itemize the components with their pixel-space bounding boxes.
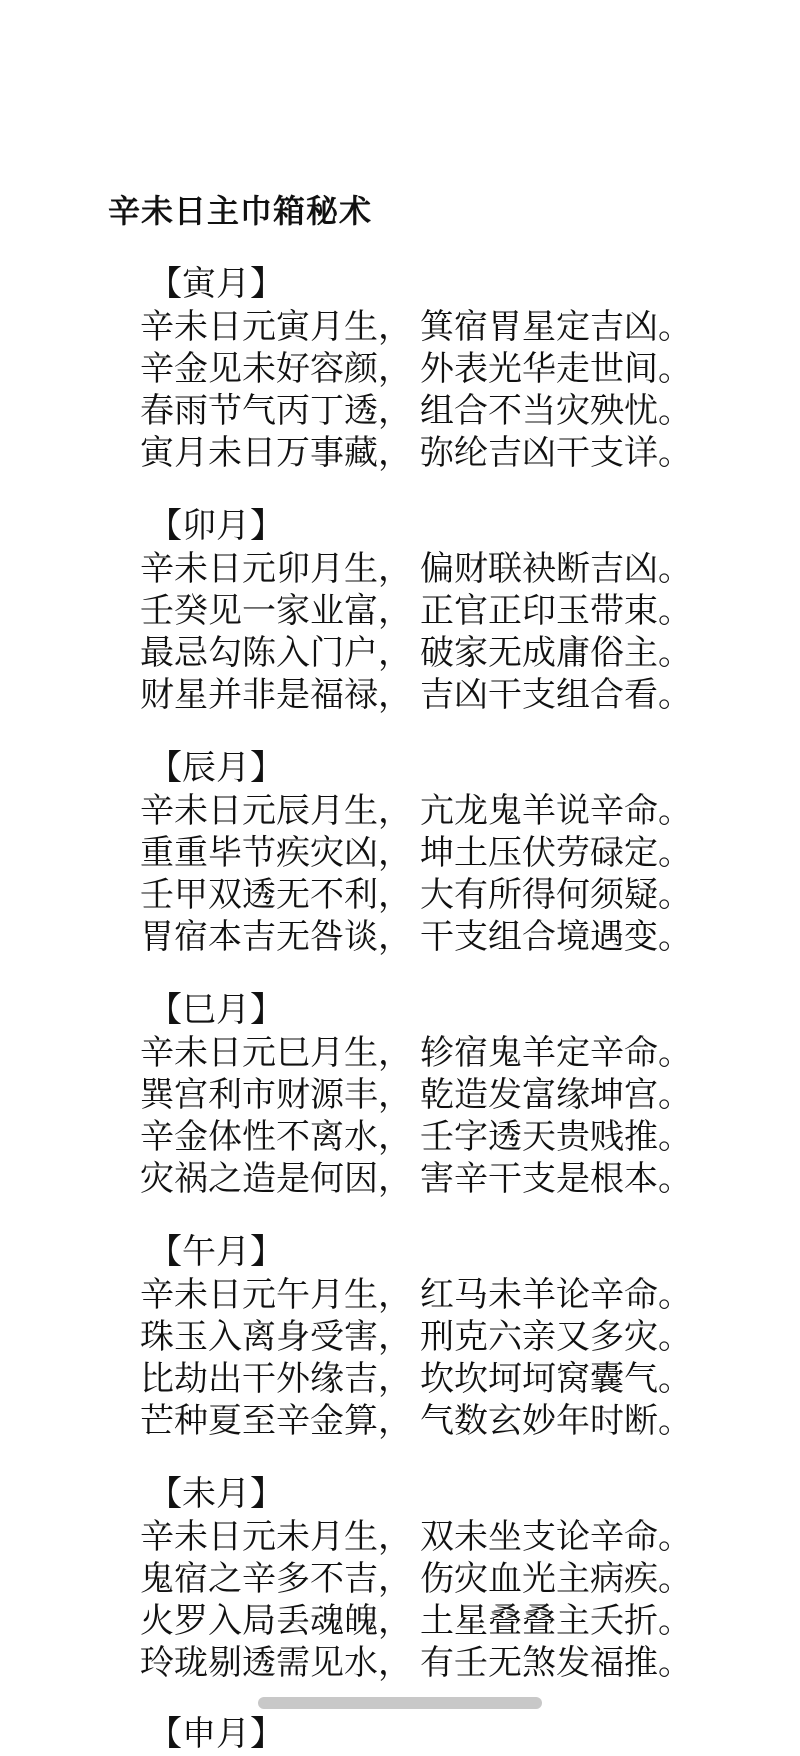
- verse-second-half: 伤灾血光主病疾。: [420, 1559, 692, 1599]
- verse-second-half: 土星叠叠主夭折。: [420, 1601, 692, 1641]
- section-si-month: [140, 988, 780, 1200]
- verse-line: [140, 390, 780, 432]
- verse-line: [140, 1074, 780, 1116]
- verse-line: [140, 590, 780, 632]
- verse-second-half: 坤土压伏劳碌定。: [420, 833, 692, 873]
- verse-second-half: 乾造发富缘坤宫。: [420, 1075, 692, 1115]
- verse-second-half: 干支组合境遇变。: [420, 917, 692, 957]
- verse-second-half: 有壬无煞发福推。: [420, 1643, 692, 1683]
- verse-second-half: 双未坐支论辛命。: [420, 1517, 692, 1557]
- verse-line: [140, 1642, 780, 1684]
- verse-line: [140, 790, 780, 832]
- verse-second-half: 坎坎坷坷窝囊气。: [420, 1359, 692, 1399]
- section-heading: 【午月】: [148, 1232, 284, 1272]
- section-wu-month: [140, 1230, 780, 1442]
- section-heading: 【卯月】: [148, 506, 284, 546]
- verse-line: [140, 1274, 780, 1316]
- verse-line: [140, 1400, 780, 1442]
- verse-second-half: 刑克六亲又多灾。: [420, 1317, 692, 1357]
- verse-second-half: 红马未羊论辛命。: [420, 1275, 692, 1315]
- verse-first-half: 比劫出干外缘吉，: [140, 1359, 412, 1399]
- section-heading: 【申月】: [148, 1714, 284, 1754]
- verse-second-half: 亢龙鬼羊说辛命。: [420, 791, 692, 831]
- document-title: 辛未日主巾箱秘术: [108, 192, 373, 230]
- section-shen-month: [140, 1712, 780, 1756]
- verse-first-half: 火罗入局丢魂魄，: [140, 1601, 412, 1641]
- home-indicator[interactable]: [258, 1697, 542, 1709]
- verse-first-half: 巽宫利市财源丰，: [140, 1075, 412, 1115]
- verse-first-half: 春雨节气丙丁透，: [140, 391, 412, 431]
- verse-second-half: 组合不当灾殃忧。: [420, 391, 692, 431]
- section-mao-month: [140, 504, 780, 716]
- verse-second-half: 正官正印玉带束。: [420, 591, 692, 631]
- verse-second-half: 弥纶吉凶干支详。: [420, 433, 692, 473]
- section-heading: 【辰月】: [148, 748, 284, 788]
- verse-line: [140, 1158, 780, 1200]
- verse-line: [140, 306, 780, 348]
- verse-first-half: 灾祸之造是何因，: [140, 1159, 412, 1199]
- verse-first-half: 辛金见未好容颜，: [140, 349, 412, 389]
- verse-first-half: 辛未日元卯月生，: [140, 549, 412, 589]
- verse-first-half: 寅月未日万事藏，: [140, 433, 412, 473]
- verse-first-half: 辛金体性不离水，: [140, 1117, 412, 1157]
- verse-second-half: 破家无成庸俗主。: [420, 633, 692, 673]
- section-heading: 【未月】: [148, 1474, 284, 1514]
- verse-line: [140, 432, 780, 474]
- verse-first-half: 壬甲双透无不利，: [140, 875, 412, 915]
- verse-line: [140, 832, 780, 874]
- verse-second-half: 害辛干支是根本。: [420, 1159, 692, 1199]
- verse-line: [140, 548, 780, 590]
- section-wei-month: [140, 1472, 780, 1684]
- verse-line: [140, 916, 780, 958]
- verse-first-half: 辛未日元巳月生，: [140, 1033, 412, 1073]
- verse-second-half: 偏财联袂断吉凶。: [420, 549, 692, 589]
- verse-first-half: 壬癸见一家业富，: [140, 591, 412, 631]
- verse-line: [140, 1600, 780, 1642]
- verse-first-half: 重重毕节疾灾凶，: [140, 833, 412, 873]
- verse-first-half: 珠玉入离身受害，: [140, 1317, 412, 1357]
- verse-line: [140, 674, 780, 716]
- verse-first-half: 最忌勾陈入门户，: [140, 633, 412, 673]
- verse-second-half: 轸宿鬼羊定辛命。: [420, 1033, 692, 1073]
- verse-line: [140, 1032, 780, 1074]
- verse-second-half: 吉凶干支组合看。: [420, 675, 692, 715]
- verse-second-half: 箕宿胃星定吉凶。: [420, 307, 692, 347]
- verse-line: [140, 1316, 780, 1358]
- verse-second-half: 壬字透天贵贱推。: [420, 1117, 692, 1157]
- verse-line: [140, 1516, 780, 1558]
- verse-first-half: 玲珑剔透需见水，: [140, 1643, 412, 1683]
- verse-first-half: 辛未日元未月生，: [140, 1517, 412, 1557]
- verse-first-half: 胃宿本吉无咎谈，: [140, 917, 412, 957]
- section-yin-month: [140, 262, 780, 474]
- verse-first-half: 辛未日元辰月生，: [140, 791, 412, 831]
- verse-first-half: 芒种夏至辛金算，: [140, 1401, 412, 1441]
- verse-line: [140, 348, 780, 390]
- verse-first-half: 财星并非是福禄，: [140, 675, 412, 715]
- verse-line: [140, 874, 780, 916]
- verse-line: [140, 1116, 780, 1158]
- verse-line: [140, 1358, 780, 1400]
- verse-first-half: 辛未日元寅月生，: [140, 307, 412, 347]
- verse-second-half: 气数玄妙年时断。: [420, 1401, 692, 1441]
- verse-first-half: 辛未日元午月生，: [140, 1275, 412, 1315]
- section-heading: 【寅月】: [148, 264, 284, 304]
- verse-second-half: 大有所得何须疑。: [420, 875, 692, 915]
- verse-line: [140, 632, 780, 674]
- verse-first-half: 鬼宿之辛多不吉，: [140, 1559, 412, 1599]
- section-chen-month: [140, 746, 780, 958]
- verse-line: [140, 1558, 780, 1600]
- verse-second-half: 外表光华走世间。: [420, 349, 692, 389]
- section-heading: 【巳月】: [148, 990, 284, 1030]
